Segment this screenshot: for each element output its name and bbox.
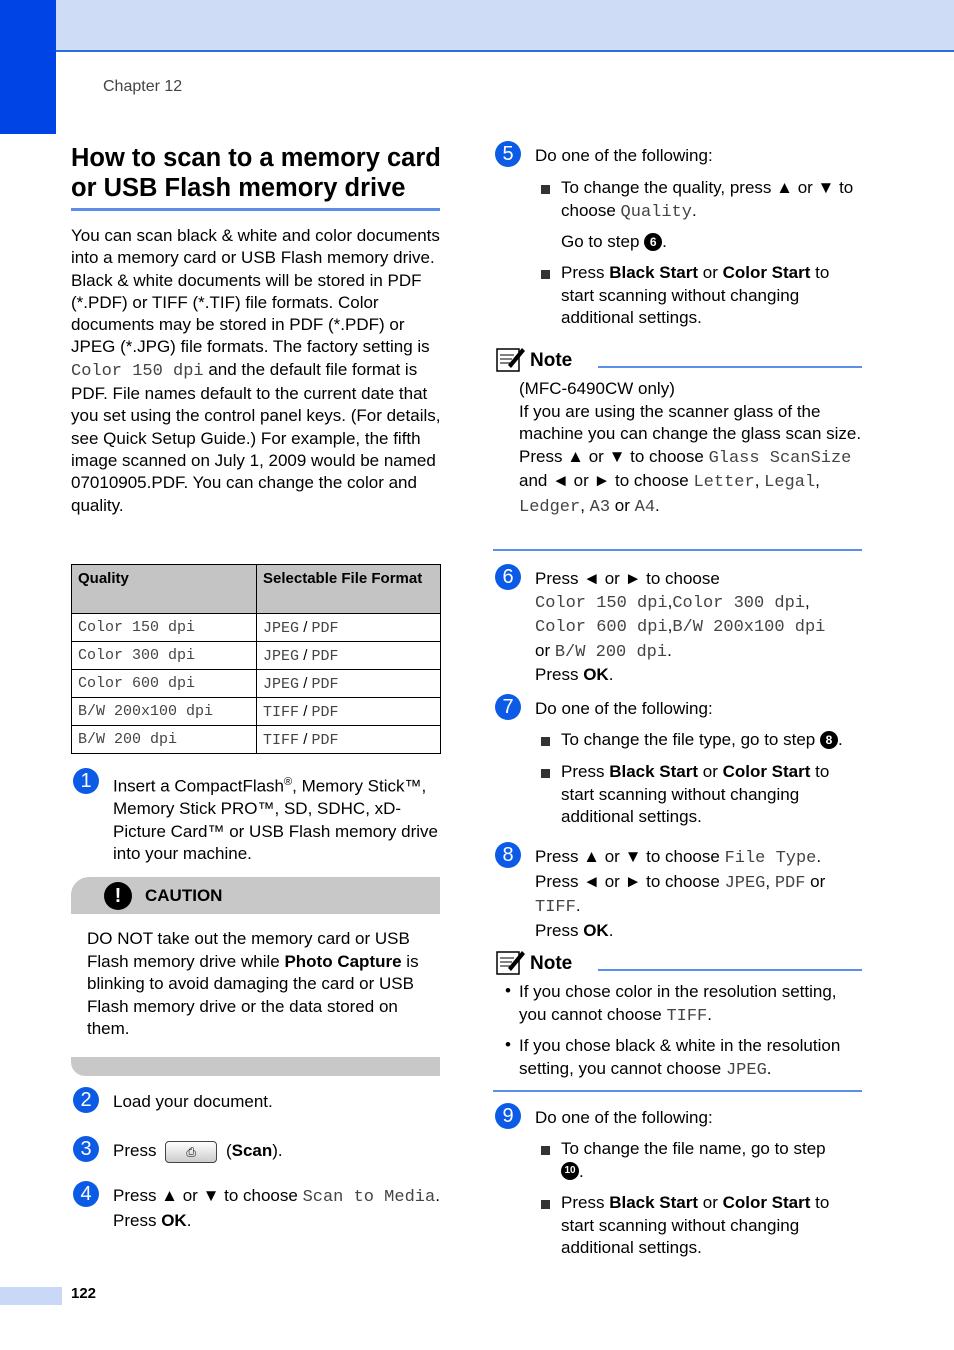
comma: , [815,471,820,490]
format-sep: / [303,646,308,664]
note-rule [598,969,862,971]
size-a4: A4 [634,497,656,517]
note-model: (MFC-6490CW only) [519,379,675,398]
step-6-a: Press ◄ or ► to choose [535,569,720,588]
step-7-bullet-2 [541,761,866,829]
b1-text: To change the quality, press ▲ or ▼ to choose [561,178,854,220]
step-5-marker: 5 [495,141,521,167]
b2-text-a: Press [561,1193,610,1212]
format-2: PDF [311,731,339,749]
ok-key: OK [583,920,609,940]
size-letter: Letter [693,473,755,492]
step-4-a: Press ▲ or ▼ to choose [113,1186,303,1205]
res-color-600: Color 600 dpi [535,618,668,637]
page-number: 122 [71,1285,97,1302]
intro-default-setting: Color 150 dpi [71,361,204,381]
step-9-lead: Do one of the following: [535,1108,713,1127]
black-start-key: Black Start [609,762,699,781]
table-row [72,670,441,698]
cell-quality: Color 300 dpi [72,642,257,670]
note-pencil-icon [496,948,526,976]
res-bw-200x100: B/W 200x100 dpi [672,618,826,637]
black-start-key: Black Start [609,1193,699,1212]
b1-end: . [837,730,843,749]
note-label: Note [530,350,573,371]
bullet-dot: • [505,1035,511,1054]
cell-format [257,670,441,698]
b2-text-b: to start scanning without changing additional settings. [561,762,830,826]
color-start-key: Color Start [722,762,811,781]
bullet-dot: • [505,981,511,1000]
step-2-marker: 2 [73,1087,99,1113]
step-4-marker: 4 [73,1181,99,1207]
step-8-text [535,846,865,942]
b1-end: . [691,200,697,220]
comma: , [580,495,590,515]
comma: , [754,471,765,490]
comma: , [765,871,775,891]
period: . [816,847,822,866]
period: . [707,1004,712,1024]
cell-quality: Color 600 dpi [72,670,257,698]
format-1: TIFF [263,703,300,721]
table-header-row [72,565,441,614]
color-start-key: Color Start [722,1193,811,1212]
step-9-marker: 9 [495,1103,521,1129]
step-6-text [535,568,865,687]
format-1: JPEG [263,675,300,693]
black-start-key: Black Start [609,263,699,282]
note-bottom-rule [493,1090,862,1092]
step-3-marker: 3 [73,1136,99,1162]
b2-or: or [698,762,723,781]
paren-close: ). [272,1141,283,1160]
period: . [667,640,672,660]
note-p-a: Press ▲ or ▼ to choose [519,446,709,466]
format-2: PDF [311,703,339,721]
note-text: If you are using the scanner glass of the machine you can change the glass scan size. [519,401,862,443]
note-p-b: and ◄ or ► to choose [519,471,694,490]
caution-text [87,928,439,1041]
caution-header [71,877,440,914]
quality-option: Quality [620,202,692,222]
or-text: or [610,495,635,515]
step-7-marker: 7 [495,694,521,720]
file-type-option: File Type [724,849,817,868]
square-bullet-icon [541,185,550,194]
scan-key-label: Scan [231,1141,273,1160]
cell-quality: B/W 200 dpi [72,726,257,754]
size-legal: Legal [764,473,816,492]
cell-format [257,698,441,726]
footer-bar [0,1287,62,1305]
table-row [72,642,441,670]
title-rule [71,208,440,211]
note-item-2-text: If you chose black & white in the resolution setting, you cannot choose [519,1036,841,1078]
type-jpeg: JPEG [724,873,766,893]
format-2: PDF [311,647,339,665]
comma: , [667,591,673,611]
registered-mark: ® [284,776,293,788]
step-4-text [113,1185,448,1232]
size-ledger: Ledger [519,497,581,517]
format-sep: / [303,618,308,636]
step-1-marker: 1 [73,768,99,794]
type-tiff: TIFF [535,898,576,917]
color-start-key: Color Start [722,263,811,282]
step-1-text-b: , Memory Stick™, Memory Stick PRO™, SD, SDHC, xD-Picture Card™ or USB Flash memory drive into your machine. [113,776,438,864]
b1-text: To change the file name, go to step [561,1139,826,1158]
step-7-lead: Do one of the following: [535,699,713,718]
step-5-bullet-1 [541,177,866,224]
type-pdf: PDF [774,873,806,893]
period: . [766,1058,772,1078]
cell-format [257,614,441,642]
step-8-marker: 8 [495,842,521,868]
format-1: JPEG [263,647,300,665]
ok-key: OK [583,665,609,684]
step-1-text [113,771,443,866]
step-ref-icon: 10 [561,1162,579,1180]
step-9-bullet-1 [541,1138,841,1183]
scan-to-media: Scan to Media [302,1188,436,1207]
step-5-goto [561,231,667,254]
cell-format [257,726,441,754]
chapter-tab [0,0,56,134]
goto-end: . [662,232,667,251]
b2-or: or [698,263,723,282]
square-bullet-icon [541,270,550,279]
step-ref-icon: 6 [644,233,662,251]
caution-bold: Photo Capture [284,951,402,971]
b1-text: To change the file type, go to step [561,730,820,749]
quality-format-table [71,564,441,754]
type-tiff: TIFF [666,1006,708,1026]
note-item-1-text: If you chose color in the resolution setting, you cannot choose [519,982,837,1024]
b1-end: . [579,1161,584,1181]
or-text: or [535,640,555,660]
step-8-press: Press [535,920,584,940]
chapter-label: Chapter 12 [103,78,183,95]
step-6-press: Press [535,665,584,684]
step-5-bullet-2 [541,262,866,330]
step-2-text: Load your document. [113,1092,273,1111]
header-bar [0,0,954,52]
step-8-b: Press ◄ or ► to choose [535,871,725,891]
step-3-press: Press [113,1141,157,1160]
format-sep: / [303,730,308,748]
or-text: or [805,871,826,891]
header-quality: Quality [72,565,257,614]
comma: , [667,616,673,635]
type-jpeg: JPEG [725,1060,767,1080]
note-rule [598,366,862,368]
format-2: PDF [311,619,339,637]
step-9-bullet-2 [541,1192,866,1260]
step-4-end: . [186,1210,192,1230]
caution-text-a: DO NOT take out the memory card or USB Flash memory drive while [87,929,410,971]
format-sep: / [303,674,308,692]
format-1: JPEG [263,619,300,637]
step-8-a: Press ▲ or ▼ to choose [535,847,725,866]
cell-quality: Color 150 dpi [72,614,257,642]
cell-quality: B/W 200x100 dpi [72,698,257,726]
step-4-press: Press [113,1210,162,1230]
res-color-150: Color 150 dpi [535,593,668,613]
intro-paragraph [71,225,443,517]
scan-key-icon: ⎙ [165,1141,217,1163]
res-color-300: Color 300 dpi [672,593,805,613]
ok-key: OK [161,1210,187,1230]
step-3-text [113,1140,283,1163]
caution-text-b: is blinking to avoid damaging the card or USB Flash memory drive or the data stored on them. [87,951,419,1038]
intro-text-2: and the default file format is PDF. File names default to the current date that you set using the control panel keys. (For details, see Quick Setup Guide.) For example, the fifth image scanned on July 1, 2009 would be named 07010905.PDF. You can change the color and quality. [71,359,441,515]
b2-or: or [698,1193,723,1212]
format-sep: / [303,702,308,720]
note-bottom-rule [493,549,862,551]
period: . [608,665,614,684]
square-bullet-icon [541,769,550,778]
square-bullet-icon [541,1146,550,1155]
res-bw-200: B/W 200 dpi [554,642,668,662]
caution-footer [71,1057,440,1076]
square-bullet-icon [541,1200,550,1209]
note-2-item-2 [519,1035,864,1082]
note-pencil-icon [496,345,526,373]
caution-label: CAUTION [145,886,223,905]
format-1: TIFF [263,731,300,749]
b2-text-b: to start scanning without changing additional settings. [561,1193,830,1257]
note-1-body [519,378,864,519]
intro-text-1: You can scan black & white and color documents into a memory card or USB Flash memory drive. Black & white documents will be stored in PDF (*.PDF) or TIFF (*.TIF) file formats. Color documents may be stored in PDF (*.PDF) or JPEG (*.JPG) file formats. The factory setting is [71,226,440,357]
paren-open: ( [225,1141,232,1160]
period: . [655,495,660,515]
step-6-marker: 6 [495,564,521,590]
b2-text-a: Press [561,263,610,282]
step-ref-icon: 8 [820,731,838,749]
step-1-text-a: Insert a CompactFlash [113,776,285,796]
header-format: Selectable File Format [257,565,441,614]
step-7-bullet-1 [541,729,891,752]
table-row [72,614,441,642]
period: . [608,920,614,940]
period: . [575,896,581,915]
step-5-lead: Do one of the following: [535,146,713,165]
comma: , [804,591,810,611]
glass-scansize: Glass ScanSize [708,448,852,468]
size-a3: A3 [589,497,611,517]
note-2-item-1 [519,981,864,1028]
step-4-b: . [435,1186,440,1205]
b2-text-a: Press [561,762,610,781]
cell-format [257,642,441,670]
format-2: PDF [311,675,339,693]
section-title: How to scan to a memory card or USB Flash memory drive [71,144,441,202]
goto-text: Go to step [561,232,645,251]
table-row [72,698,441,726]
b2-text-b: to start scanning without changing additional settings. [561,263,830,327]
exclamation-icon: ! [104,882,132,910]
table-row [72,726,441,754]
note-label: Note [530,953,573,974]
square-bullet-icon [541,737,550,746]
